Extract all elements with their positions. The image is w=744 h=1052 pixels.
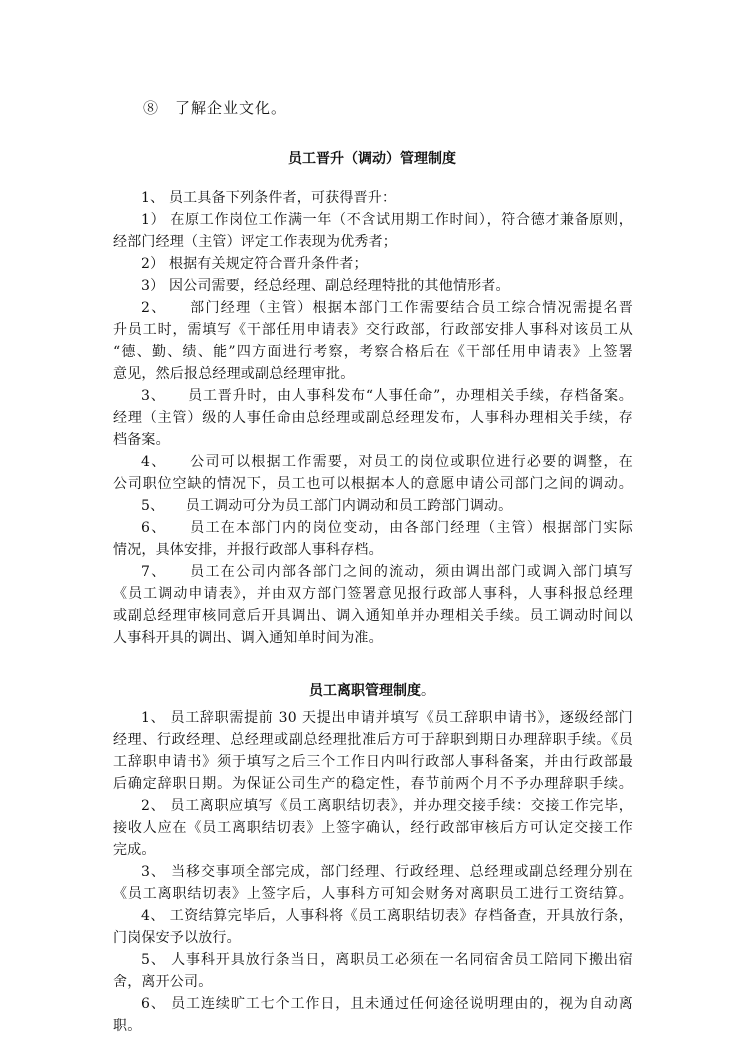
paragraph-line: 6、 员工连续旷工七个工作日，且未通过任何途径说明理由的，视为自动离	[141, 996, 633, 1012]
list-item-8: ⑧ 了解企业文化。	[143, 99, 288, 117]
paragraph-line: 意见，然后报总经理或副总经理审批。	[113, 366, 355, 382]
paragraph-line: 4、 工资结算完毕后，人事科将《员工离职结切表》存档备查，开具放行条，	[141, 908, 633, 924]
paragraph-line: 经部门经理（主管）评定工作表现为优秀者；	[113, 234, 397, 250]
paragraph-line: 1、 员工具备下列条件者，可获得晋升：	[141, 190, 397, 206]
paragraph-line: 4、 公司可以根据工作需要，对员工的岗位或职位进行必要的调整，在	[141, 454, 633, 470]
paragraph-line: 1、 员工辞职需提前 30 天提出申请并填写《员工辞职申请书》，逐级经部门	[141, 710, 633, 726]
paragraph-line: 门岗保安予以放行。	[113, 930, 241, 946]
paragraph-line: 5、 人事科开具放行条当日，离职员工必须在一名同宿舍员工陪同下搬出宿	[141, 952, 633, 968]
paragraph-line: 档备案。	[113, 432, 170, 448]
paragraph-line: 职。	[113, 1018, 142, 1034]
paragraph-line: 经理、行政经理、总经理或副总经理批准后方可于辞职到期日办理辞职手续。《员	[113, 732, 633, 748]
paragraph-line: 接收人应在《员工离职结切表》上签字确认，经行政部审核后方可认定交接工作	[113, 820, 633, 836]
paragraph-line: 升员工时，需填写《干部任用申请表》交行政部，行政部安排人事科对该员工从	[113, 322, 633, 338]
paragraph-line: 公司职位空缺的情况下，员工也可以根据本人的意愿申请公司部门之间的调动。	[113, 476, 633, 492]
section-title-text: 员工离职管理制度	[309, 683, 421, 699]
section-title-promotion: 员工晋升（调动）管理制度	[288, 151, 456, 167]
paragraph-line: 《员工离职结切表》上签字后，人事科方可知会财务对离职员工进行工资结算。	[113, 886, 633, 902]
paragraph-line: 3） 因公司需要，经总经理、副总经理特批的其他情形者。	[141, 278, 510, 294]
paragraph-line: 3、 员工晋升时，由人事科发布“人事任命”，办理相关手续，存档备案。	[141, 388, 633, 404]
paragraph-line: 6、 员工在本部门内的岗位变动，由各部门经理（主管）根据部门实际	[141, 520, 633, 536]
paragraph-line: 《员工调动申请表》，并由双方部门签署意见报行政部人事科，人事科报总经理	[113, 586, 633, 602]
paragraph-line: 3、 当移交事项全部完成，部门经理、行政经理、总经理或副总经理分别在	[141, 864, 633, 880]
paragraph-line: 或副总经理审核同意后开具调出、调入通知单并办理相关手续。员工调动时间以	[113, 608, 633, 624]
paragraph-line: 后确定辞职日期。为保证公司生产的稳定性，春节前两个月不予办理辞职手续。	[113, 776, 633, 792]
paragraph-line: 情况，具体安排，并报行政部人事科存档。	[113, 542, 383, 558]
paragraph-line: 7、 员工在公司内部各部门之间的流动，须由调出部门或调入部门填写	[141, 564, 633, 580]
paragraph-line: 2、 员工离职应填写《员工离职结切表》，并办理交接手续：交接工作完毕，	[141, 798, 633, 814]
paragraph-line: 2） 根据有关规定符合晋升条件者；	[141, 256, 368, 272]
section-title-resignation	[0, 680, 744, 702]
paragraph-line: 经理（主管）级的人事任命由总经理或副总经理发布，人事科办理相关手续，存	[113, 410, 633, 426]
paragraph-line: 人事科开具的调出、调入通知单时间为准。	[113, 630, 383, 646]
paragraph-line: 1） 在原工作岗位工作满一年（不含试用期工作时间），符合德才兼备原则，	[141, 212, 633, 228]
paragraph-line: 2、 部门经理（主管）根据本部门工作需要结合员工综合情况需提名晋	[141, 300, 633, 316]
paragraph-line: 5、 员工调动可分为员工部门内调动和员工跨部门调动。	[141, 498, 513, 514]
paragraph-line: 舍，离开公司。	[113, 974, 213, 990]
paragraph-line: 工辞职申请书》须于填写之后三个工作日内叫行政部人事科备案，并由行政部最	[113, 754, 633, 770]
paragraph-line: 完成。	[113, 842, 156, 858]
section-title-tail: 。	[421, 683, 435, 699]
paragraph-line: “德、勤、绩、能”四方面进行考察，考察合格后在《干部任用申请表》上签署	[113, 344, 633, 360]
